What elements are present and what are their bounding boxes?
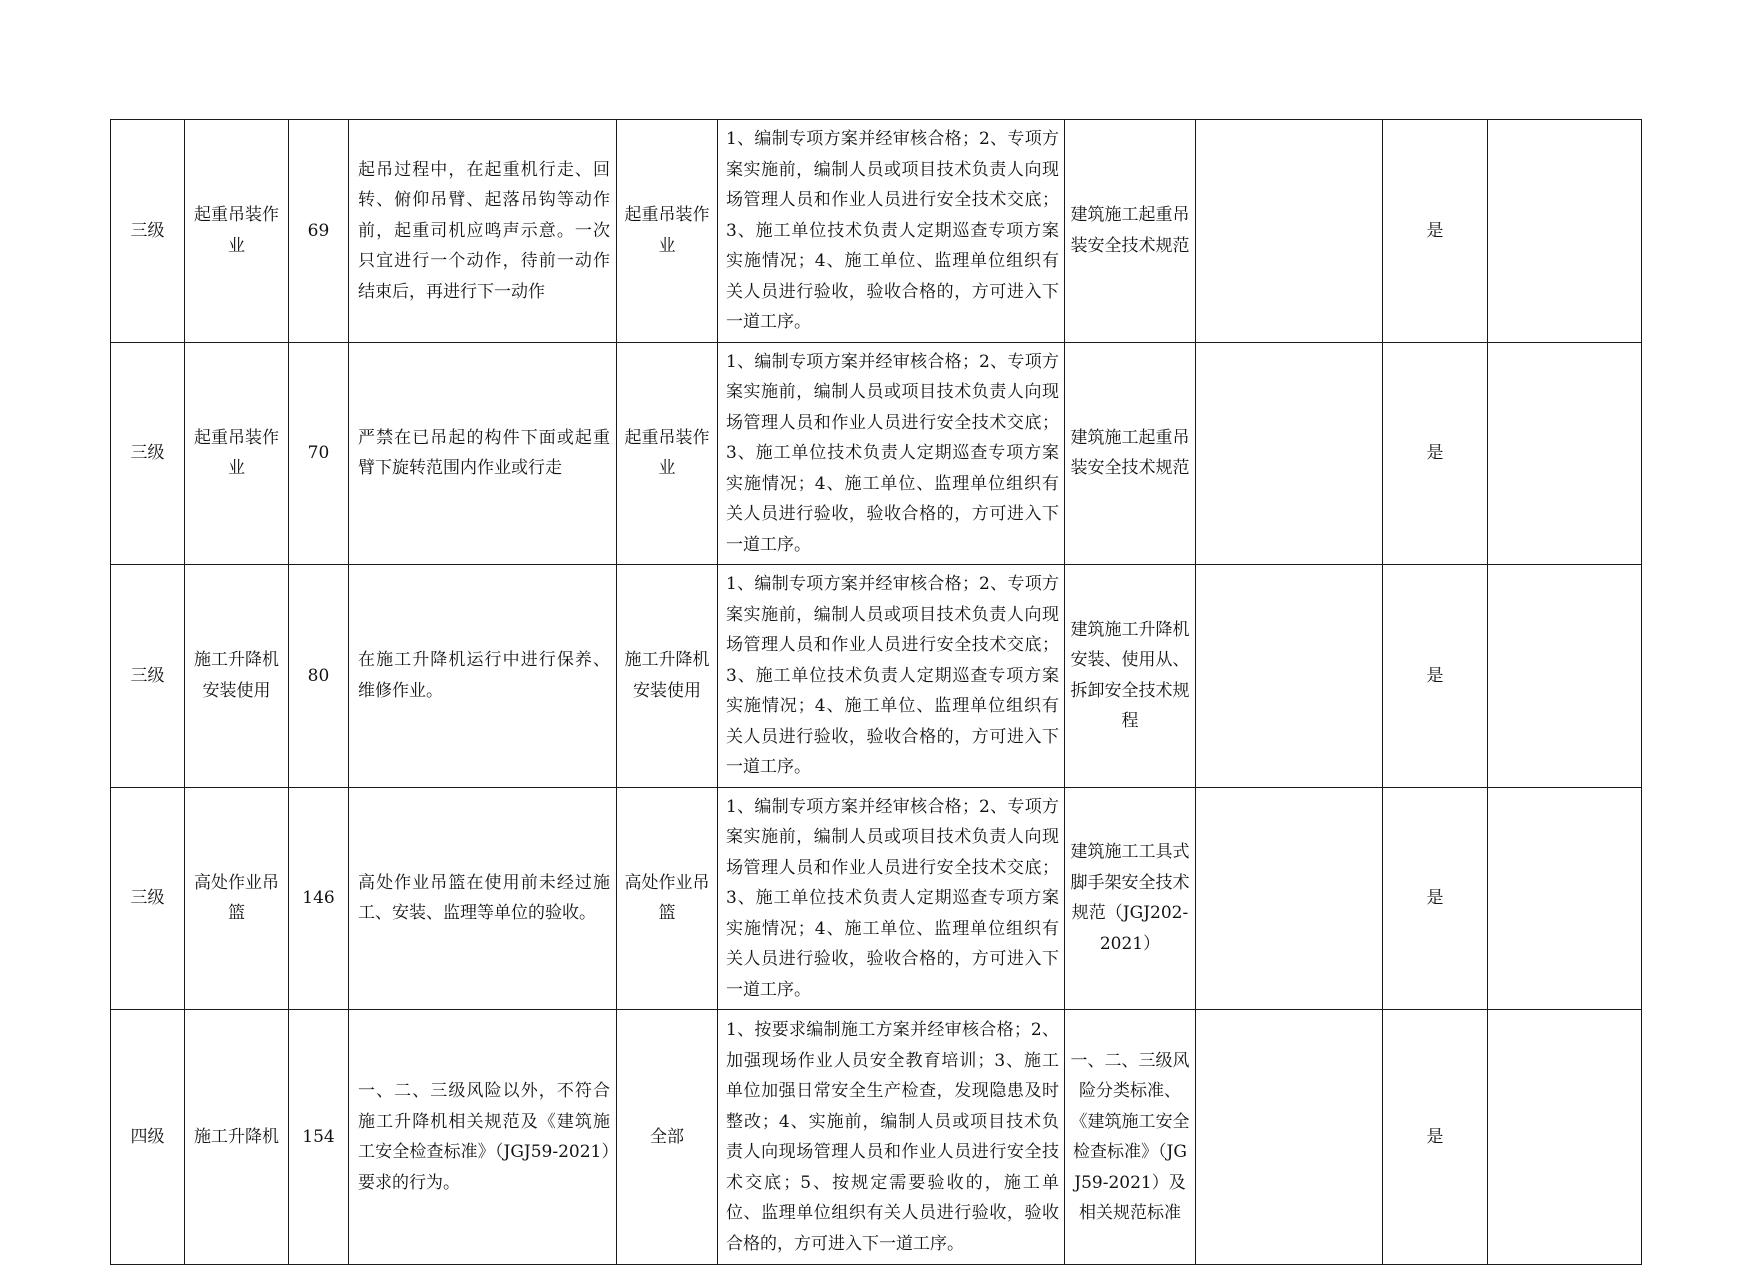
risk-table <box>110 119 1642 1265</box>
empty-cell <box>1488 565 1642 788</box>
risk-level-cell: 四级 <box>111 1010 185 1265</box>
table-row <box>111 787 1642 1010</box>
risk-description-cell: 一、二、三级风险以外，不符合施工升降机相关规范及《建筑施工安全检查标准》（JGJ59-2021）要求的行为。 <box>349 1010 617 1265</box>
empty-cell <box>1196 565 1383 788</box>
empty-cell <box>1488 787 1642 1010</box>
control-measures-cell: 1、编制专项方案并经审核合格；2、专项方案实施前，编制人员或项目技术负责人向现场管理人员和作业人员进行安全技术交底；3、施工单位技术负责人定期巡查专项方案实施情况；4、施工单位、监理单位组织有关人员进行验收，验收合格的，方可进入下一道工序。 <box>718 342 1065 565</box>
table-row <box>111 120 1642 343</box>
applicable-flag-cell: 是 <box>1383 565 1488 788</box>
empty-cell <box>1488 342 1642 565</box>
applicable-flag-cell: 是 <box>1383 787 1488 1010</box>
table-row <box>111 342 1642 565</box>
item-number-cell: 69 <box>289 120 349 343</box>
risk-level-cell: 三级 <box>111 120 185 343</box>
scope-cell: 高处作业吊篮 <box>617 787 718 1010</box>
applicable-flag-cell: 是 <box>1383 1010 1488 1265</box>
risk-level-cell: 三级 <box>111 342 185 565</box>
basis-standard-cell: 一、二、三级风险分类标准、《建筑施工安全检查标准》（JGJ59-2021）及相关规范标准 <box>1065 1010 1196 1265</box>
item-number-cell: 154 <box>289 1010 349 1265</box>
scope-cell: 施工升降机安装使用 <box>617 565 718 788</box>
item-number-cell: 70 <box>289 342 349 565</box>
risk-description-cell: 在施工升降机运行中进行保养、维修作业。 <box>349 565 617 788</box>
risk-description-cell: 起吊过程中，在起重机行走、回转、俯仰吊臂、起落吊钩等动作前，起重司机应鸣声示意。一次只宜进行一个动作，待前一动作结束后，再进行下一动作 <box>349 120 617 343</box>
item-number-cell: 146 <box>289 787 349 1010</box>
empty-cell <box>1196 120 1383 343</box>
empty-cell <box>1196 787 1383 1010</box>
empty-cell <box>1488 1010 1642 1265</box>
scope-cell: 起重吊装作业 <box>617 120 718 343</box>
basis-standard-cell: 建筑施工起重吊装安全技术规范 <box>1065 342 1196 565</box>
item-number-cell: 80 <box>289 565 349 788</box>
control-measures-cell: 1、编制专项方案并经审核合格；2、专项方案实施前，编制人员或项目技术负责人向现场管理人员和作业人员进行安全技术交底；3、施工单位技术负责人定期巡查专项方案实施情况；4、施工单位、监理单位组织有关人员进行验收，验收合格的，方可进入下一道工序。 <box>718 787 1065 1010</box>
work-category-cell: 施工升降机安装使用 <box>185 565 289 788</box>
table-row <box>111 565 1642 788</box>
applicable-flag-cell: 是 <box>1383 120 1488 343</box>
empty-cell <box>1488 120 1642 343</box>
risk-description-cell: 高处作业吊篮在使用前未经过施工、安装、监理等单位的验收。 <box>349 787 617 1010</box>
risk-description-cell: 严禁在已吊起的构件下面或起重臂下旋转范围内作业或行走 <box>349 342 617 565</box>
risk-level-cell: 三级 <box>111 565 185 788</box>
work-category-cell: 起重吊装作业 <box>185 342 289 565</box>
control-measures-cell: 1、按要求编制施工方案并经审核合格；2、加强现场作业人员安全教育培训；3、施工单位加强日常安全生产检查，发现隐患及时整改；4、实施前，编制人员或项目技术负责人向现场管理人员和作业人员进行安全技术交底；5、按规定需要验收的，施工单位、监理单位组织有关人员进行验收，验收合格的，方可进入下一道工序。 <box>718 1010 1065 1265</box>
table-row <box>111 1010 1642 1265</box>
empty-cell <box>1196 1010 1383 1265</box>
work-category-cell: 起重吊装作业 <box>185 120 289 343</box>
basis-standard-cell: 建筑施工起重吊装安全技术规范 <box>1065 120 1196 343</box>
scope-cell: 全部 <box>617 1010 718 1265</box>
applicable-flag-cell: 是 <box>1383 342 1488 565</box>
work-category-cell: 施工升降机 <box>185 1010 289 1265</box>
risk-level-cell: 三级 <box>111 787 185 1010</box>
basis-standard-cell: 建筑施工升降机安装、使用从、拆卸安全技术规程 <box>1065 565 1196 788</box>
basis-standard-cell: 建筑施工工具式脚手架安全技术规范（JGJ202-2021） <box>1065 787 1196 1010</box>
control-measures-cell: 1、编制专项方案并经审核合格；2、专项方案实施前，编制人员或项目技术负责人向现场管理人员和作业人员进行安全技术交底；3、施工单位技术负责人定期巡查专项方案实施情况；4、施工单位、监理单位组织有关人员进行验收，验收合格的，方可进入下一道工序。 <box>718 120 1065 343</box>
scope-cell: 起重吊装作业 <box>617 342 718 565</box>
control-measures-cell: 1、编制专项方案并经审核合格；2、专项方案实施前，编制人员或项目技术负责人向现场管理人员和作业人员进行安全技术交底；3、施工单位技术负责人定期巡查专项方案实施情况；4、施工单位、监理单位组织有关人员进行验收，验收合格的，方可进入下一道工序。 <box>718 565 1065 788</box>
work-category-cell: 高处作业吊篮 <box>185 787 289 1010</box>
empty-cell <box>1196 342 1383 565</box>
